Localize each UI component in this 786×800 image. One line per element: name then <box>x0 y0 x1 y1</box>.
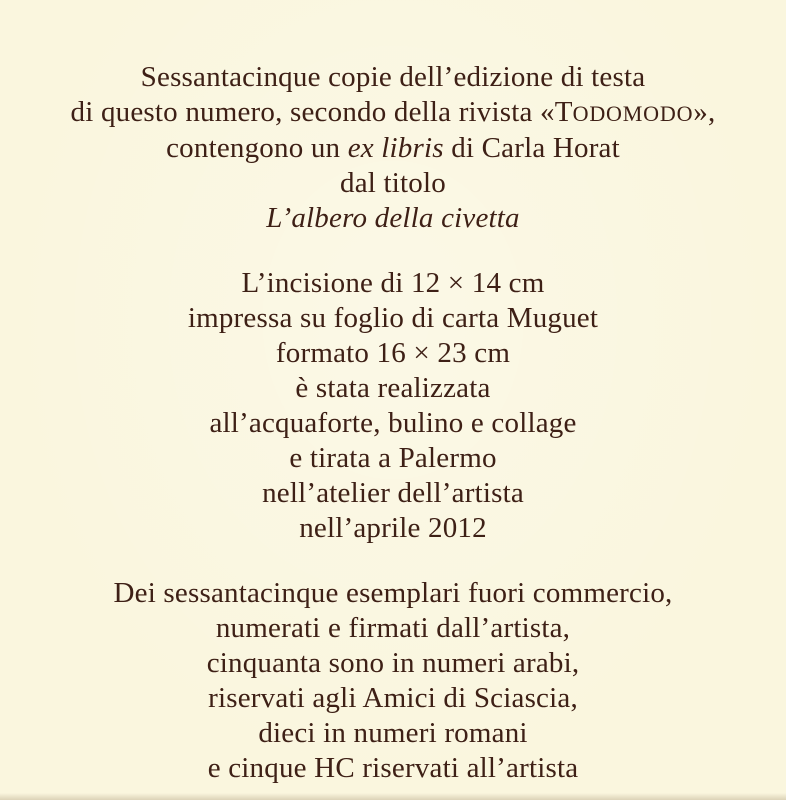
colophon-line: cinquanta sono in numeri arabi, <box>206 647 580 679</box>
ex-libris-italic: ex libris <box>347 132 444 164</box>
colophon-line: nell’aprile 2012 <box>299 512 487 544</box>
colophon-line: formato 16 × 23 cm <box>275 337 511 369</box>
colophon-paragraph-edition <box>0 60 786 236</box>
colophon-line: numerati e firmati dall’artista, <box>215 612 571 644</box>
colophon-line: Sessantacinque copie dell’edizione di testa <box>140 61 646 93</box>
colophon-line: e cinque HC riservati all’artista <box>207 752 579 784</box>
colophon-line: dal titolo <box>340 167 446 199</box>
colophon-line: L’incisione di 12 × 14 cm <box>241 267 545 299</box>
work-title-italic: L’albero della civetta <box>266 202 520 234</box>
colophon-line: nell’atelier dell’artista <box>262 477 524 509</box>
colophon-line <box>0 95 786 131</box>
line-text: contengono un <box>166 132 348 164</box>
line-text: di questo numero, secondo della rivista «T <box>70 96 573 128</box>
colophon-line: è stata realizzata <box>295 372 491 404</box>
line-text: di Carla Horat <box>443 132 620 164</box>
colophon-line <box>0 131 786 166</box>
colophon-paragraph-technique <box>0 266 786 546</box>
journal-name-smallcaps: ODOMODO <box>572 101 694 126</box>
colophon-paragraph-numbering <box>0 576 786 786</box>
colophon-line: dieci in numeri romani <box>258 717 528 749</box>
colophon-text <box>0 60 786 786</box>
colophon-line: e tirata a Palermo <box>289 442 497 474</box>
colophon-line: riservati agli Amici di Sciascia, <box>208 682 578 714</box>
colophon-line: Dei sessantacinque esemplari fuori commercio, <box>113 577 673 609</box>
line-text: », <box>693 96 716 128</box>
colophon-line: all’acquaforte, bulino e collage <box>209 407 577 439</box>
colophon-line: impressa su foglio di carta Muguet <box>187 302 599 334</box>
